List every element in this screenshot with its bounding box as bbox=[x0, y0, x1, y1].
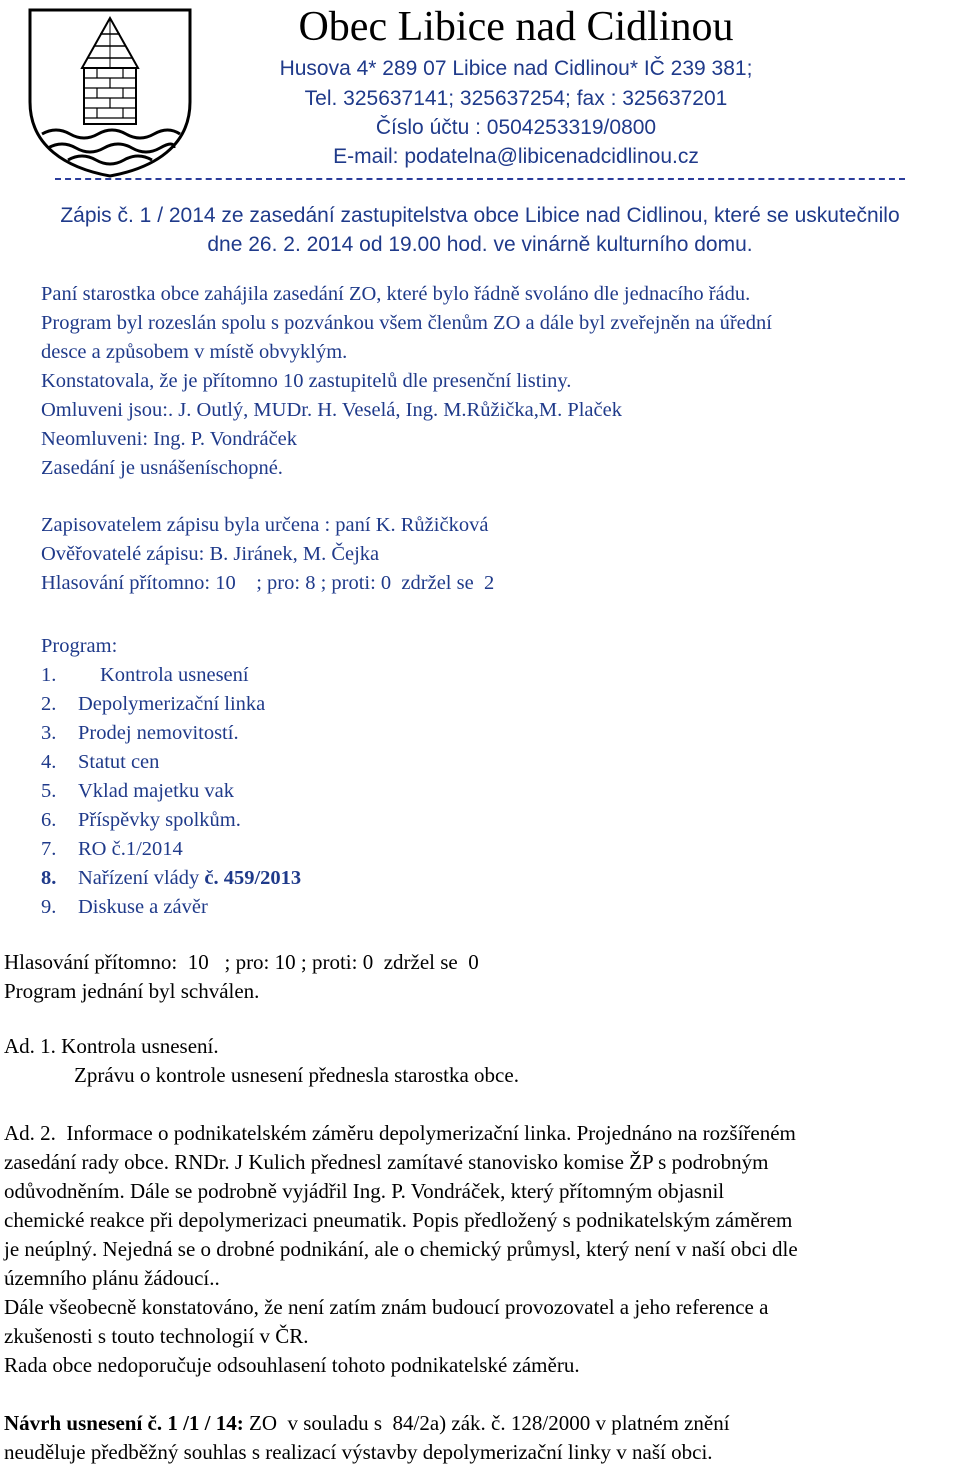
program-approved-line: Program jednání byl schválen. bbox=[4, 979, 260, 1003]
motion-line1 bbox=[4, 1409, 956, 1438]
program-item: 1. Kontrola usnesení bbox=[41, 664, 249, 686]
intro-line: Paní starostka obce zahájila zasedání ZO, které bylo řádně svoláno dle jednacího řádu. bbox=[41, 283, 751, 305]
intro-line: desce a způsobem v místě obvyklým. bbox=[41, 341, 348, 363]
program-vote-block bbox=[4, 948, 479, 1006]
program-item: 7. RO č.1/2014 bbox=[41, 838, 183, 860]
program-item: 5. Vklad majetku vak bbox=[41, 780, 234, 802]
ad2-line: zasedání rady obce. RNDr. J Kulich přednesl zamítavé stanovisko komise ŽP s podrobným bbox=[4, 1150, 769, 1174]
ad2-line: Ad. 2. Informace o podnikatelském záměru depolymerizační linka. Projednáno na rozšířeném bbox=[4, 1121, 796, 1145]
vote-line: Hlasování přítomno: 10 ; pro: 8 ; proti: 0 zdržel se 2 bbox=[41, 572, 495, 594]
intro-line: Zasedání je usnášeníschopné. bbox=[41, 457, 283, 479]
recorders-block bbox=[41, 511, 494, 598]
minutes-heading-line1: Zápis č. 1 / 2014 ze zasedání zastupitelstva obce Libice nad Cidlinou, které se uskutečnilo bbox=[60, 204, 900, 227]
program-list bbox=[41, 632, 301, 922]
ad2-line: je neúplný. Nejedná se o drobné podnikání, ale o chemický průmysl, který není v naší obci dle bbox=[4, 1237, 798, 1261]
minutes-heading-line2: dne 26. 2. 2014 od 19.00 hod. ve vinárně kulturního domu. bbox=[207, 233, 753, 256]
ad2-line: územního plánu žádoucí.. bbox=[4, 1266, 220, 1290]
coat-of-arms-logo bbox=[24, 6, 196, 178]
program-item: 2. Depolymerizační linka bbox=[41, 693, 266, 715]
intro-block bbox=[41, 280, 772, 483]
ad2-line: chemické reakce při depolymerizaci pneumatik. Popis předložený s podnikatelským záměrem bbox=[4, 1208, 793, 1232]
program-item: 4. Statut cen bbox=[41, 751, 160, 773]
motion-label: Návrh usnesení č. 1 /1 / 14: bbox=[4, 1411, 244, 1435]
ad2-line: zkušenosti s touto technologií v ČR. bbox=[4, 1324, 309, 1348]
intro-line: Konstatovala, že je přítomno 10 zastupitelů dle presenční listiny. bbox=[41, 370, 572, 392]
municipality-account: Číslo účtu : 0504253319/0800 bbox=[375, 116, 657, 139]
program-label: Program: bbox=[41, 635, 118, 657]
intro-line: Omluveni jsou:. J. Outlý, MUDr. H. Veselá, Ing. M.Růžička,M. Plaček bbox=[41, 399, 622, 421]
ad2-line: odůvodněním. Dále se podrobně vyjádřil Ing. P. Vondráček, který přítomným objasnil bbox=[4, 1179, 725, 1203]
municipality-address: Husova 4* 289 07 Libice nad Cidlinou* IČ 239 381; bbox=[279, 57, 753, 80]
ad1-text: Zprávu o kontrole usnesení přednesla starostka obce. bbox=[74, 1063, 519, 1087]
intro-line: Neomluveni: Ing. P. Vondráček bbox=[41, 428, 298, 450]
program-item: 3. Prodej nemovitostí. bbox=[41, 722, 239, 744]
municipality-email: E-mail: podatelna@libicenadcidlinou.cz bbox=[333, 145, 699, 168]
municipality-phone: Tel. 325637141; 325637254; fax : 325637201 bbox=[304, 87, 728, 110]
motion-text: ZO v souladu s 84/2a) zák. č. 128/2000 v platném znění bbox=[243, 1411, 730, 1435]
ad1-block bbox=[4, 1032, 519, 1090]
ad2-line: Rada obce nedoporučuje odsouhlasení tohoto podnikatelské záměru. bbox=[4, 1353, 580, 1377]
ad1-title: Ad. 1. Kontrola usnesení. bbox=[4, 1034, 219, 1058]
header-divider bbox=[55, 178, 905, 180]
program-item: 8. Nařízení vlády č. 459/2013 bbox=[41, 867, 302, 889]
motion-line2: neuděluje předběžný souhlas s realizací výstavby depolymerizační linky v naší obci. bbox=[4, 1440, 713, 1464]
municipality-title: Obec Libice nad Cidlinou bbox=[298, 4, 734, 50]
intro-line: Program byl rozeslán spolu s pozvánkou všem členům ZO a dále byl zveřejněn na úřední bbox=[41, 312, 772, 334]
ad2-line: Dále všeobecně konstatováno, že není zatím znám budoucí provozovatel a jeho reference a bbox=[4, 1295, 769, 1319]
program-item: 6. Příspěvky spolkům. bbox=[41, 809, 241, 831]
recorder-line: Zapisovatelem zápisu byla určena : paní K. Růžičková bbox=[41, 514, 489, 536]
ad2-block bbox=[4, 1119, 956, 1380]
verifier-line: Ověřovatelé zápisu: B. Jiránek, M. Čejka bbox=[41, 543, 380, 565]
program-vote-line: Hlasování přítomno: 10 ; pro: 10 ; proti: 0 zdržel se 0 bbox=[4, 950, 479, 974]
program-item: 9. Diskuse a závěr bbox=[41, 896, 208, 918]
motion-block bbox=[4, 1409, 956, 1467]
